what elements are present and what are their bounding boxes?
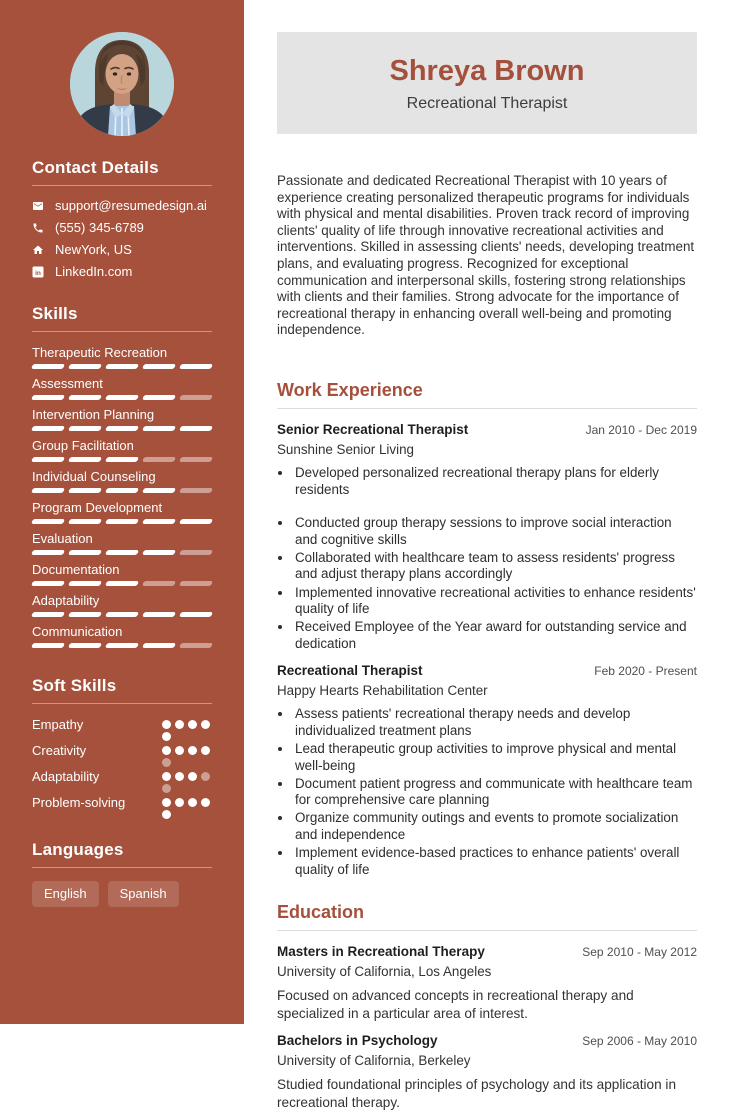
skill-level-bar: [32, 550, 212, 555]
skill-label: Therapeutic Recreation: [32, 345, 168, 360]
education-section: [277, 902, 697, 1111]
skill-level-bar: [32, 581, 212, 586]
languages-section: [32, 840, 212, 907]
job-entry-header: [277, 421, 697, 438]
skill-bar-segment: [142, 643, 176, 648]
soft-skill-dot: [175, 746, 184, 755]
work-experience-heading: Work Experience: [277, 379, 423, 400]
education-dates: Sep 2010 - May 2012: [582, 945, 697, 960]
resume-main: [244, 0, 730, 1110]
job-entry: [277, 662, 697, 878]
skill-bar-segment: [179, 488, 213, 493]
skill-bar-segment: [68, 519, 102, 524]
job-bullet: • Lead therapeutic group activities to improve physical and mental well-being: [293, 741, 697, 774]
job-company: Happy Hearts Rehabilitation Center: [277, 683, 488, 699]
degree-title: Masters in Recreational Therapy: [277, 944, 485, 960]
skill-label: Assessment: [32, 376, 103, 391]
skill-bar-segment: [142, 426, 176, 431]
skill-bar-segment: [105, 581, 139, 586]
skill-bar-segment: [142, 581, 176, 586]
skill-level-bar: [32, 488, 212, 493]
skill-bar-segment: [105, 457, 139, 462]
soft-skill-dot: [162, 732, 171, 741]
skill-bar-segment: [179, 612, 213, 617]
job-entry: [277, 421, 697, 652]
education-description: Studied foundational principles of psychology and its application in recreational therapy.: [277, 1077, 677, 1110]
skill-item: [32, 469, 212, 493]
skill-level-bar: [32, 612, 212, 617]
education-entry-header: [277, 943, 697, 960]
soft-skill-dots: [162, 743, 212, 767]
skill-bar-segment: [105, 426, 139, 431]
home-icon: [32, 244, 44, 256]
education-entry-header: [277, 1032, 697, 1049]
soft-skill-dot: [175, 772, 184, 781]
language-pill: English: [32, 881, 99, 907]
skill-bar-segment: [179, 426, 213, 431]
soft-skill-dot: [162, 720, 171, 729]
contact-item: [32, 243, 212, 257]
soft-skills-list: [32, 717, 212, 819]
job-title: Recreational Therapist: [277, 663, 423, 679]
skill-bar-segment: [31, 426, 65, 431]
job-bullet: • Developed personalized recreational therapy plans for elderly residents: [293, 465, 697, 498]
contact-divider: [32, 185, 212, 186]
skill-item: [32, 407, 212, 431]
envelope-icon: [32, 200, 44, 212]
skill-item: [32, 531, 212, 555]
soft-skill-dot: [162, 772, 171, 781]
professional-summary: Passionate and dedicated Recreational Therapist with 10 years of experience creating personalized therapeutic programs for individuals with physical and mental disabilities. Proven track record of improving clients' quality of life through innovative recreational activities and interventions. Skilled in assessing clients' needs, developing treatment plans, and evaluating progress. Recognized for exceptional communication and interpersonal skills, fostering strong relationships with clients and their families. Strong advocate for the importance of recreational therapy in enhancing overall well-being and promoting independence.: [277, 173, 695, 338]
soft-skill-dots: [162, 717, 212, 741]
skill-bar-segment: [105, 643, 139, 648]
skill-bar-segment: [68, 364, 102, 369]
contact-item-text: LinkedIn.com: [55, 264, 133, 279]
languages-list: [32, 881, 212, 907]
soft-skill-dot: [188, 720, 197, 729]
soft-skill-dot: [201, 720, 210, 729]
soft-skill-dot: [162, 810, 171, 819]
soft-skill-dot: [162, 798, 171, 807]
skill-bar-segment: [31, 519, 65, 524]
education-entry: [277, 1032, 697, 1111]
skill-level-bar: [32, 519, 212, 524]
skill-level-bar: [32, 395, 212, 400]
skill-item: [32, 624, 212, 648]
soft-skill-dot: [201, 772, 210, 781]
contact-item-text: support@resumedesign.ai: [55, 198, 207, 213]
skill-bar-segment: [68, 457, 102, 462]
skills-section: [32, 304, 212, 648]
skill-label: Group Facilitation: [32, 438, 134, 453]
work-experience-section: [277, 380, 697, 878]
soft-skill-dot: [162, 746, 171, 755]
soft-skill-dots: [162, 769, 212, 793]
skill-bar-segment: [31, 581, 65, 586]
contact-list: [32, 199, 212, 279]
skill-bar-segment: [142, 364, 176, 369]
skill-level-bar: [32, 364, 212, 369]
soft-skill-dot: [188, 798, 197, 807]
svg-text:in: in: [35, 269, 41, 277]
job-bullet: • Implemented innovative recreational activities to enhance residents' quality of life: [293, 585, 697, 618]
job-entry-header: [277, 662, 697, 679]
skill-label: Individual Counseling: [32, 469, 156, 484]
sidebar: [0, 0, 244, 1024]
contact-item-text: (555) 345-6789: [55, 220, 144, 235]
skill-bar-segment: [142, 457, 176, 462]
soft-skill-label: Empathy: [32, 717, 84, 732]
job-dates: Jan 2010 - Dec 2019: [585, 422, 697, 437]
skill-bar-segment: [179, 519, 213, 524]
skill-bar-segment: [105, 612, 139, 617]
soft-skill-label: Creativity: [32, 743, 87, 758]
soft-skill-item: [32, 743, 212, 767]
skill-label: Documentation: [32, 562, 120, 577]
soft-skill-dot: [162, 784, 171, 793]
skill-level-bar: [32, 457, 212, 462]
job-company: Sunshine Senior Living: [277, 441, 414, 457]
soft-skill-item: [32, 717, 212, 741]
skill-bar-segment: [31, 364, 65, 369]
skill-bar-segment: [105, 488, 139, 493]
contact-item[interactable]: [32, 199, 212, 213]
school-name: University of California, Los Angeles: [277, 964, 492, 980]
skill-bar-segment: [68, 395, 102, 400]
degree-title: Bachelors in Psychology: [277, 1033, 438, 1049]
skill-bar-segment: [105, 395, 139, 400]
skill-item: [32, 376, 212, 400]
skill-bar-segment: [31, 643, 65, 648]
soft-skills-section: [32, 676, 212, 819]
soft-skills-divider: [32, 703, 212, 704]
skill-bar-segment: [31, 395, 65, 400]
education-divider: [277, 930, 697, 931]
skill-bar-segment: [68, 612, 102, 617]
skill-bar-segment: [142, 550, 176, 555]
skill-bar-segment: [105, 550, 139, 555]
job-bullet: • Conducted group therapy sessions to improve social interaction and cognitive skills: [293, 515, 697, 548]
resume-header: [277, 32, 697, 134]
skill-item: [32, 562, 212, 586]
soft-skill-label: Problem-solving: [32, 795, 126, 810]
languages-divider: [32, 867, 212, 868]
job-bullet: • Implement evidence-based practices to enhance patients' overall quality of life: [293, 845, 697, 878]
skill-bar-segment: [68, 488, 102, 493]
contact-item: [32, 221, 212, 235]
contact-heading: Contact Details: [32, 158, 159, 177]
skill-level-bar: [32, 643, 212, 648]
skills-heading: Skills: [32, 304, 78, 323]
skill-bar-segment: [68, 426, 102, 431]
job-bullets: [277, 706, 697, 878]
education-description: Focused on advanced concepts in recreational therapy and specialized in a particular area of interest.: [277, 988, 634, 1021]
skill-item: [32, 500, 212, 524]
job-bullet: • Organize community outings and events to promote socialization and independence: [293, 810, 697, 843]
soft-skill-dot: [162, 758, 171, 767]
soft-skill-dot: [188, 772, 197, 781]
skill-label: Adaptability: [32, 593, 100, 608]
contact-item-text: NewYork, US: [55, 242, 132, 257]
job-bullets: [277, 465, 697, 652]
skill-bar-segment: [142, 395, 176, 400]
soft-skill-dot: [175, 798, 184, 807]
skill-bar-segment: [68, 581, 102, 586]
skill-bar-segment: [179, 395, 213, 400]
skill-bar-segment: [31, 488, 65, 493]
contact-section: [32, 158, 212, 279]
skill-bar-segment: [179, 550, 213, 555]
candidate-title: Recreational Therapist: [406, 95, 568, 112]
job-bullet: • Document patient progress and communicate with healthcare team for comprehensive care planning: [293, 776, 697, 809]
skills-divider: [32, 331, 212, 332]
skill-bar-segment: [105, 364, 139, 369]
skill-bar-segment: [105, 519, 139, 524]
soft-skill-dots: [162, 795, 212, 819]
soft-skill-dot: [188, 746, 197, 755]
education-heading: Education: [277, 902, 365, 923]
education-list: [277, 943, 697, 1111]
soft-skill-dot: [175, 720, 184, 729]
skill-bar-segment: [68, 550, 102, 555]
linkedin-icon: [32, 266, 44, 278]
profile-photo-illustration: [70, 32, 174, 136]
skill-bar-segment: [179, 581, 213, 586]
skill-bar-segment: [31, 457, 65, 462]
job-dates: Feb 2020 - Present: [594, 664, 697, 679]
skill-bar-segment: [31, 550, 65, 555]
soft-skill-label: Adaptability: [32, 769, 100, 784]
school-name: University of California, Berkeley: [277, 1053, 471, 1069]
languages-heading: Languages: [32, 840, 124, 859]
skill-label: Program Development: [32, 500, 163, 515]
skill-item: [32, 345, 212, 369]
skill-item: [32, 593, 212, 617]
skill-level-bar: [32, 426, 212, 431]
skill-label: Evaluation: [32, 531, 93, 546]
language-pill: Spanish: [108, 881, 179, 907]
work-experience-divider: [277, 408, 697, 409]
soft-skill-item: [32, 795, 212, 819]
skill-item: [32, 438, 212, 462]
profile-photo: [70, 32, 174, 136]
skills-list: [32, 345, 212, 648]
skill-label: Intervention Planning: [32, 407, 155, 422]
skill-bar-segment: [142, 612, 176, 617]
job-bullet: • Received Employee of the Year award for outstanding service and dedication: [293, 619, 697, 652]
skill-bar-segment: [179, 457, 213, 462]
job-bullet: • Assess patients' recreational therapy needs and develop individualized treatment plans: [293, 706, 697, 739]
skill-bar-segment: [179, 643, 213, 648]
soft-skill-dot: [201, 746, 210, 755]
soft-skill-dot: [201, 798, 210, 807]
contact-item[interactable]: [32, 265, 212, 279]
phone-icon: [32, 222, 44, 234]
candidate-name: Shreya Brown: [389, 55, 585, 87]
soft-skill-item: [32, 769, 212, 793]
soft-skills-heading: Soft Skills: [32, 676, 117, 695]
jobs-list: [277, 421, 697, 878]
education-dates: Sep 2006 - May 2010: [582, 1034, 697, 1049]
job-bullet: • Collaborated with healthcare team to assess residents' progress and adjust therapy plans accordingly: [293, 550, 697, 583]
skill-bar-segment: [179, 364, 213, 369]
skill-bar-segment: [142, 488, 176, 493]
skill-label: Communication: [32, 624, 123, 639]
skill-bar-segment: [68, 643, 102, 648]
skill-bar-segment: [31, 612, 65, 617]
education-entry: [277, 943, 697, 1022]
job-title: Senior Recreational Therapist: [277, 421, 469, 437]
skill-bar-segment: [142, 519, 176, 524]
